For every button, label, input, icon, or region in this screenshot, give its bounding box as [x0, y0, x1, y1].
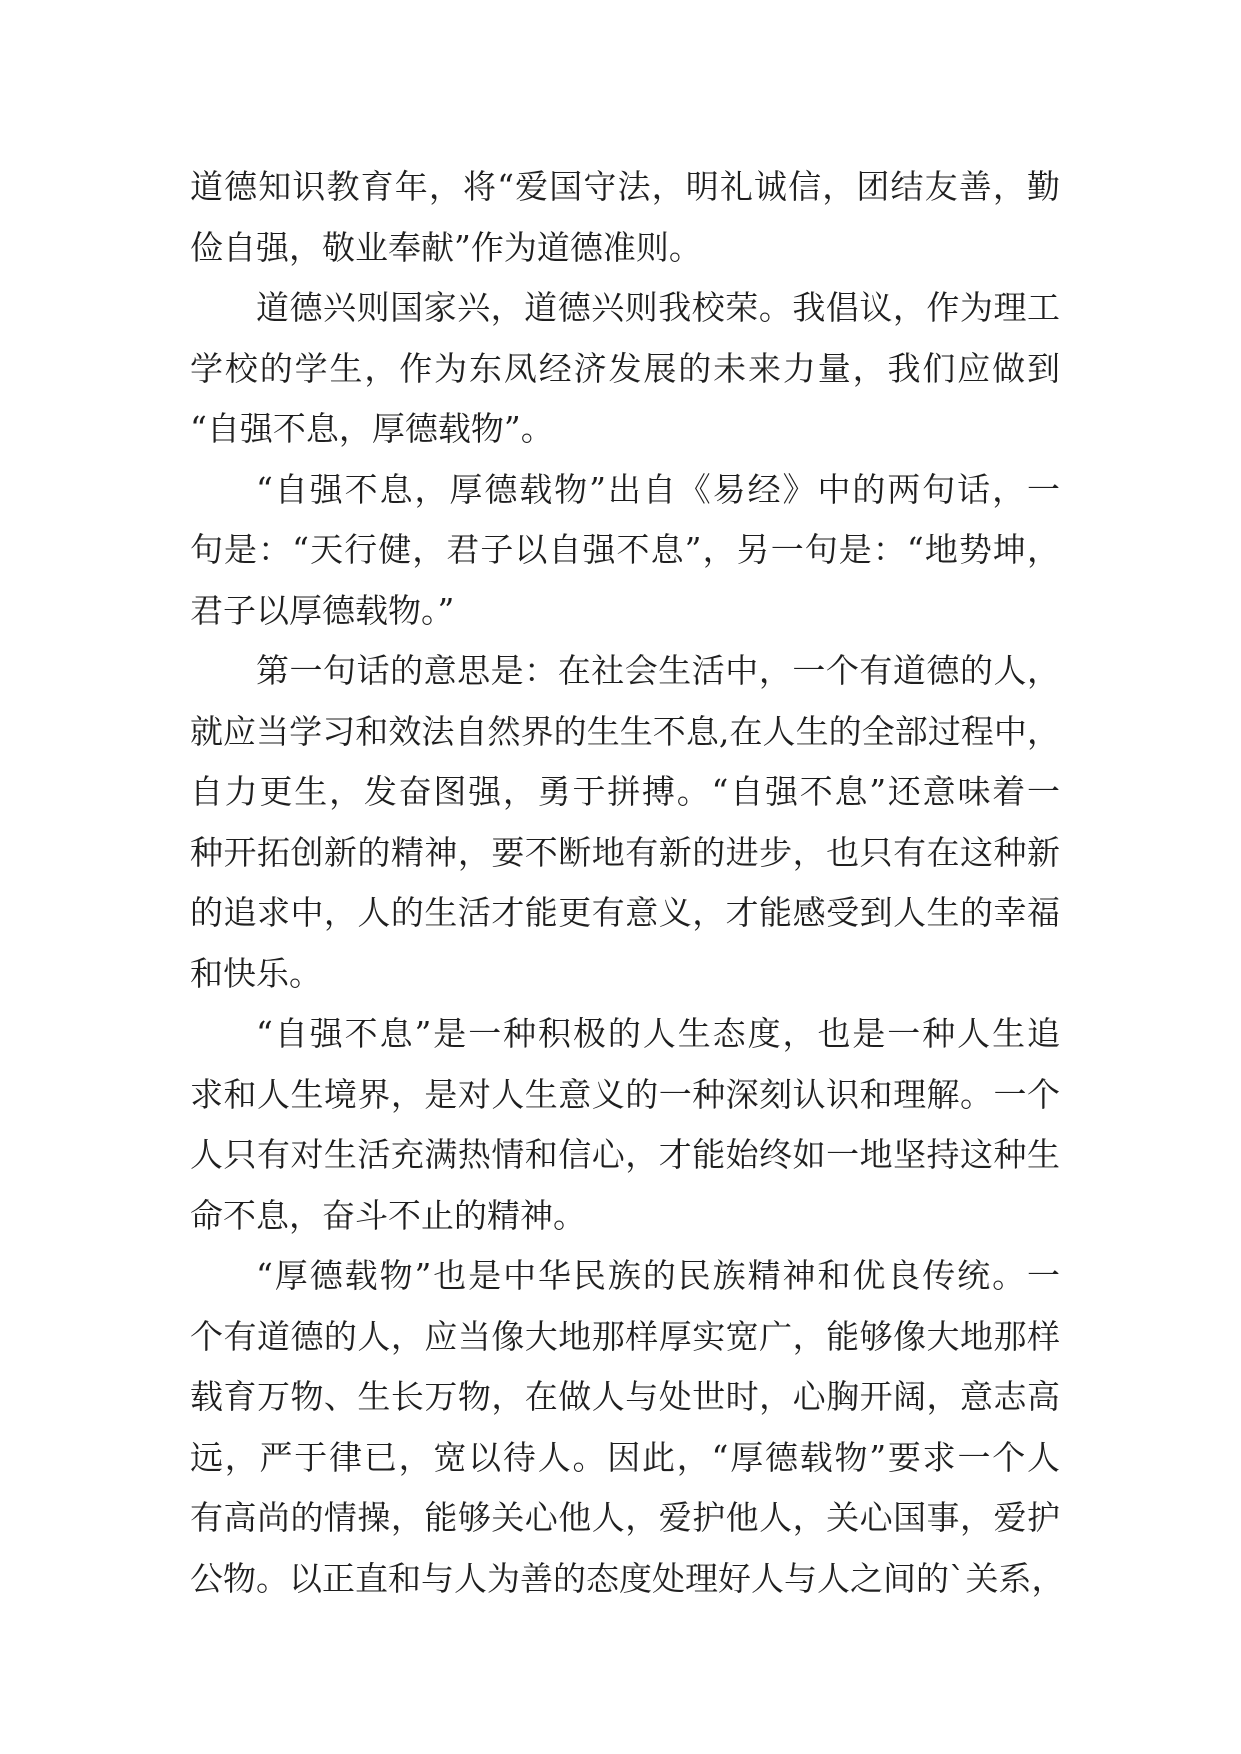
paragraph-start-line: “自强不息”是一种积极的人生态度，也是一种人生追: [256, 1014, 1060, 1053]
text-line: 道德知识教育年，将“爱国守法，明礼诚信，团结友善，勤: [190, 167, 1060, 206]
text-line: 君子以厚德载物。”: [190, 590, 455, 630]
text-line: 就应当学习和效法自然界的生生不息,在人生的全部过程中，: [190, 711, 1060, 751]
text-line: 公物。以正直和与人为善的态度处理好人与人之间的`关系，: [190, 1558, 1065, 1598]
text-line: 命不息，奋斗不止的精神。: [190, 1195, 586, 1235]
paragraph-start-line: 第一句话的意思是：在社会生活中，一个有道德的人，: [256, 651, 1060, 690]
paragraph-start-line: 道德兴则国家兴，道德兴则我校荣。我倡议，作为理工: [256, 288, 1060, 327]
text-line: “自强不息，厚德载物”。: [190, 409, 554, 448]
text-line: 俭自强，敬业奉献”作为道德准则。: [190, 227, 702, 267]
paragraph-start-line: “自强不息，厚德载物”出自《易经》中的两句话，一: [256, 469, 1060, 509]
text-line: 载育万物、生长万物，在做人与处世时，心胸开阔，意志高: [190, 1377, 1060, 1416]
text-line: 个有道德的人，应当像大地那样厚实宽广，能够像大地那样: [190, 1316, 1060, 1356]
text-line: 的追求中，人的生活才能更有意义，才能感受到人生的幸福: [190, 893, 1060, 932]
text-line: 远，严于律已，宽以待人。因此，“厚德载物”要求一个人: [190, 1437, 1060, 1477]
text-line: 求和人生境界，是对人生意义的一种深刻认识和理解。一个: [190, 1074, 1060, 1114]
text-line: 有高尚的情操，能够关心他人，爱护他人，关心国事，爱护: [190, 1498, 1060, 1537]
text-line: 和快乐。: [190, 953, 322, 993]
document-body: [190, 157, 1065, 1609]
text-line: 句是：“天行健，君子以自强不息”，另一句是：“地势坤，: [190, 530, 1060, 569]
text-line: 学校的学生，作为东凤经济发展的未来力量，我们应做到: [190, 348, 1060, 388]
text-line: 种开拓创新的精神，要不断地有新的进步，也只有在这种新: [190, 832, 1060, 872]
text-line: 自力更生，发奋图强，勇于拼搏。“自强不息”还意味着一: [190, 772, 1060, 811]
paragraph-start-line: “厚德载物”也是中华民族的民族精神和优良传统。一: [256, 1256, 1060, 1295]
text-line: 人只有对生活充满热情和信心，才能始终如一地坚持这种生: [190, 1135, 1060, 1174]
